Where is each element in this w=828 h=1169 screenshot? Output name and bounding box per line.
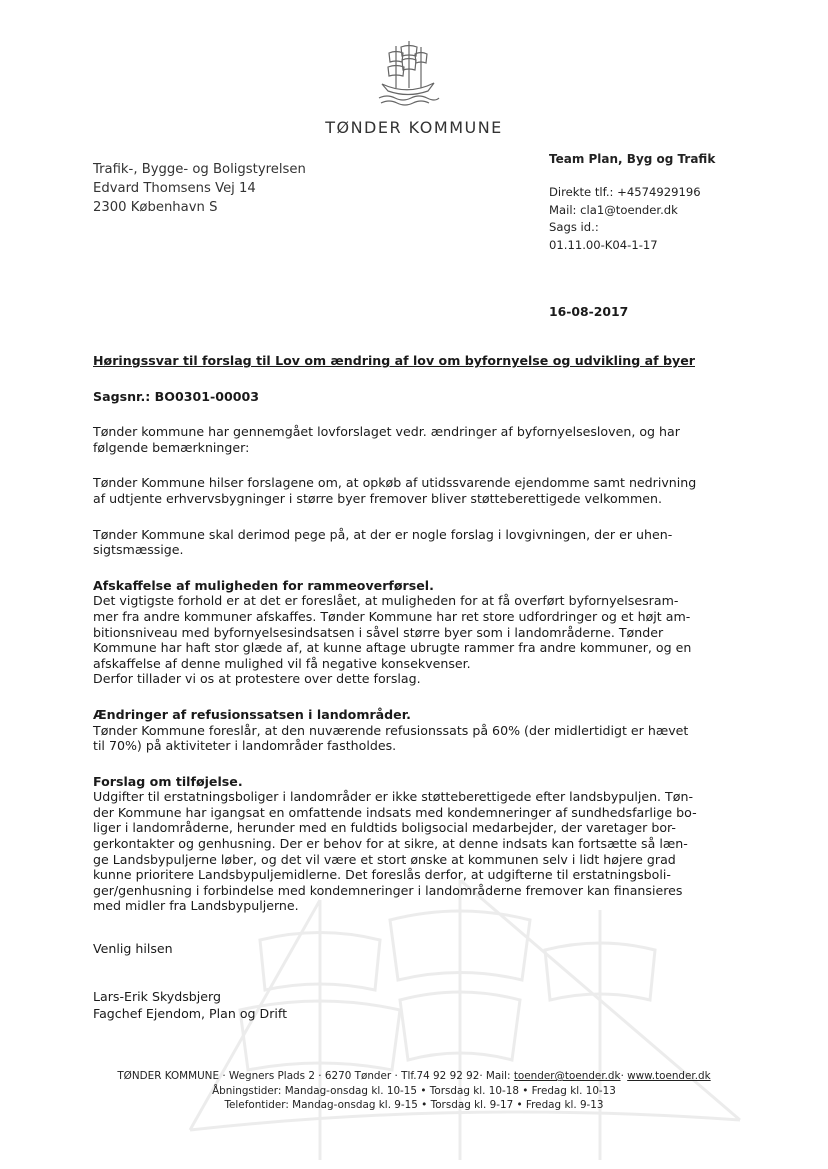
sender-info <box>549 152 715 254</box>
recipient-line: Edvard Thomsens Vej 14 <box>93 181 256 196</box>
sender-mail: Mail: cla1@toender.dk <box>549 202 678 217</box>
text-line: bitionsniveau med byfornyelsesindsatsen i såvel større byer som i landområderne. Tønder <box>93 624 664 640</box>
case-number: Sagsnr.: BO0301-00003 <box>93 388 260 404</box>
text-line: Det vigtigste forhold er at det er foreslået, at muligheden for at få overført byfornyelsesram- <box>93 593 679 609</box>
sender-team: Team Plan, Byg og Trafik <box>549 152 716 166</box>
footer-phone-hours: Telefontider: Mandag-onsdag kl. 9-15 • Torsdag kl. 9-17 • Fredag kl. 9-13 <box>224 1099 604 1111</box>
text-line: mer fra andre kommuner afskaffes. Tønder Kommune har ret store udfordringer og et højt am- <box>93 608 691 624</box>
section-heading: Forslag om tilføjelse. <box>93 773 243 789</box>
text-line: Tønder Kommune hilser forslagene om, at opkøb af utidssvarende ejendomme samt nedrivning <box>93 475 697 491</box>
recipient-line: Trafik-, Bygge- og Boligstyrelsen <box>93 162 306 177</box>
signoff: Venlig hilsen <box>93 941 173 956</box>
letter-subject: Høringssvar til forslag til Lov om ændring af lov om byfornyelse og udvikling af byer <box>93 353 695 368</box>
letter-body <box>93 353 733 914</box>
text-line: Tønder Kommune skal derimod pege på, at der er nogle forslag i lovgivningen, der er uhen- <box>93 526 673 542</box>
text-line: ge Landsbypuljerne løber, og det vil være et stort ønske at kommunen selv i lidt højere grad <box>93 851 676 867</box>
paragraph-concern <box>93 527 733 558</box>
footer-opening-hours: Åbningstider: Mandag-onsdag kl. 10-15 • Torsdag kl. 10-18 • Fredag kl. 10-13 <box>212 1084 616 1097</box>
text-line: af udtjente erhvervsbygninger i større byer fremover bliver støtteberettigede velkommen. <box>93 490 662 506</box>
text-line: Udgifter til erstatningsboliger i landområder er ikke støtteberettigede efter landsbypuljen. Tøn- <box>93 789 693 805</box>
text-line: der Kommune har igangsat en omfattende indsats med kondemneringer af sundhedsfarlige bo- <box>93 804 697 820</box>
text-line: liger i landområderne, herunder med en fuldtids boligsocial medarbejder, der varetager bor- <box>93 820 676 836</box>
text-line: ger/genhusning i forbindelse med kondemneringer i landområderne fremover kan finansieres <box>93 882 683 898</box>
sender-case-id: 01.11.00-K04-1-17 <box>549 237 658 252</box>
text-line: Derfor tillader vi os at protestere over dette forslag. <box>93 671 421 687</box>
municipality-name: TØNDER KOMMUNE <box>325 118 503 137</box>
signature-block <box>93 988 287 1022</box>
section-heading: Ændringer af refusionssatsen i landområder. <box>93 706 411 722</box>
paragraph-welcome <box>93 475 733 506</box>
text-line: Tønder Kommune foreslår, at den nuværende refusionssats på 60% (der midlertidigt er hævet <box>93 722 689 738</box>
footer-separator: · <box>620 1070 628 1082</box>
text-line: med midler fra Landsbypuljerne. <box>93 898 299 914</box>
footer <box>0 1069 828 1113</box>
recipient-line: 2300 København S <box>93 200 218 215</box>
signatory-title: Fagchef Ejendom, Plan og Drift <box>93 1006 288 1021</box>
text-line: Tønder kommune har gennemgået lovforslaget vedr. ændringer af byfornyelsesloven, og har <box>93 424 680 440</box>
signatory-name: Lars-Erik Skydsbjerg <box>93 989 221 1004</box>
section-text <box>93 593 733 687</box>
section-heading: Afskaffelse af muligheden for rammeoverførsel. <box>93 577 434 593</box>
paragraph-intro <box>93 424 733 455</box>
text-line: Kommune har haft stor glæde af, at kunne aftage ubrugte rammer fra andre kommuner, og en <box>93 640 692 656</box>
sender-case-label: Sags id.: <box>549 220 599 234</box>
footer-contact-line <box>0 1069 828 1084</box>
letter-date: 16-08-2017 <box>549 304 629 319</box>
recipient-address <box>93 160 306 217</box>
ship-seal-logo <box>375 38 441 106</box>
text-line: afskaffelse af denne mulighed vil få negative konsekvenser. <box>93 655 471 671</box>
text-line: sigtsmæssige. <box>93 542 184 558</box>
text-line: til 70%) på aktiviteter i landområder fastholdes. <box>93 738 397 754</box>
footer-email-link[interactable]: toender@toender.dk <box>513 1070 621 1082</box>
footer-address: TØNDER KOMMUNE · Wegners Plads 2 · 6270 Tønder · Tlf.74 92 92 92· Mail: <box>117 1070 514 1082</box>
sender-phone: Direkte tlf.: +4574929196 <box>549 185 701 199</box>
footer-website-link[interactable]: www.toender.dk <box>627 1070 711 1082</box>
section-text <box>93 789 733 914</box>
section-text <box>93 723 733 754</box>
text-line: følgende bemærkninger: <box>93 439 250 455</box>
text-line: gerkontakter og genhusning. Der er behov for at sikre, at denne indsats kan fortsætte så læn- <box>93 836 688 852</box>
text-line: kunne prioritere Landsbypuljemidlerne. Det foreslås derfor, at udgifterne til erstatningsboli- <box>93 867 671 883</box>
